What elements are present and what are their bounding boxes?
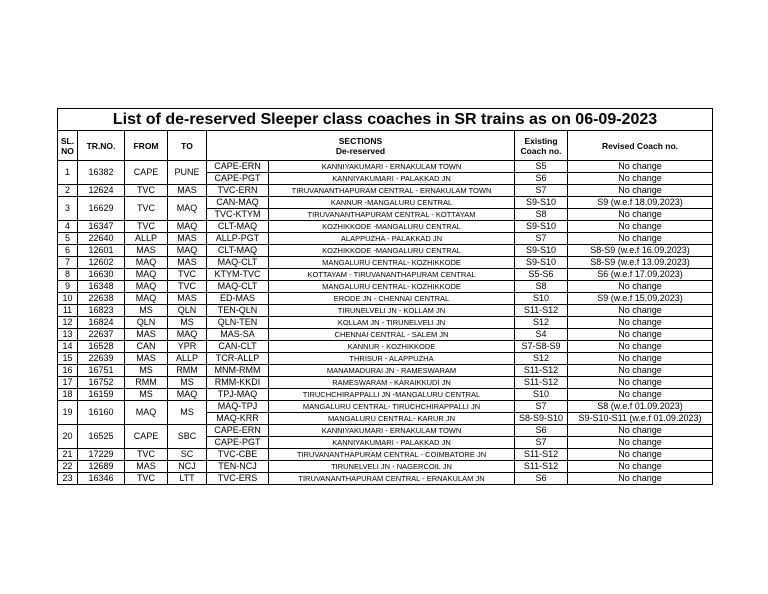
revised-coach-cell: No change [568,173,713,185]
from-station-cell: CAPE [125,425,168,449]
to-station-cell: LTT [168,473,207,485]
table-row [58,185,713,197]
revised-coach-cell: S9 (w.e.f 18.09.2023) [568,197,713,209]
section-name-cell: KANNUR -MANGALURU CENTRAL [269,197,515,209]
section-name-cell: TIRUVANANTHAPURAM CENTRAL - COIMBATORE JN [269,449,515,461]
existing-coach-cell: S9-S10 [515,245,568,257]
from-station-cell: RMM [125,377,168,389]
existing-coach-cell: S11-S12 [515,449,568,461]
table-row [58,197,713,209]
section-code-cell: ALLP-PGT [207,233,269,245]
existing-coach-cell: S7-S8-S9 [515,341,568,353]
to-station-cell: MAQ [168,221,207,233]
table-body [58,161,713,485]
revised-coach-cell: No change [568,473,713,485]
train-no-cell: 16751 [78,365,125,377]
existing-coach-cell: S10 [515,389,568,401]
table-row [58,401,713,413]
section-name-cell: ALAPPUZHA - PALAKKAD JN [269,233,515,245]
section-name-cell: TIRUVANANTHAPURAM CENTRAL - ERNAKULAM TOWN [269,185,515,197]
section-name-cell: MANGALURU CENTRAL- KOZHIKKODE [269,257,515,269]
section-code-cell: TVC-ERS [207,473,269,485]
train-no-cell: 16347 [78,221,125,233]
section-name-cell: KOZHIKKODE -MANGALURU CENTRAL [269,221,515,233]
section-code-cell: TVC-CBE [207,449,269,461]
from-station-cell: MS [125,389,168,401]
existing-coach-cell: S12 [515,317,568,329]
revised-coach-cell: S9 (w.e.f 15.09.2023) [568,293,713,305]
header-from: FROM [125,131,168,161]
train-no-cell: 12601 [78,245,125,257]
section-name-cell: TIRUVANANTHAPURAM CENTRAL - ERNAKULAM JN [269,473,515,485]
section-code-cell: MAQ-CLT [207,257,269,269]
sl-no-cell: 9 [58,281,78,293]
sl-no-cell: 17 [58,377,78,389]
sl-no-cell: 14 [58,341,78,353]
sl-no-cell: 21 [58,449,78,461]
existing-coach-cell: S11-S12 [515,365,568,377]
train-no-cell: 16752 [78,377,125,389]
document-title: List of de-reserved Sleeper class coaches in SR trains as on 06-09-2023 [58,109,713,131]
header-sl-text: SL. NO [60,135,75,156]
section-code-cell: TPJ-MAQ [207,389,269,401]
section-code-cell: MAQ-CLT [207,281,269,293]
header-revised-coach: Revised Coach no. [568,131,713,161]
existing-coach-cell: S5 [515,161,568,173]
table-row [58,281,713,293]
from-station-cell: CAPE [125,161,168,185]
sl-no-cell: 16 [58,365,78,377]
section-name-cell: KOTTAYAM - TIRUVANANTHAPURAM CENTRAL [269,269,515,281]
existing-coach-cell: S8-S9-S10 [515,413,568,425]
to-station-cell: MAQ [168,245,207,257]
revised-coach-cell: S9-S10-S11 (w.e.f 01.09.2023) [568,413,713,425]
table-row [58,257,713,269]
table-row [58,461,713,473]
to-station-cell: RMM [168,365,207,377]
header-to: TO [168,131,207,161]
section-name-cell: MANGALURU CENTRAL- KARUR JN [269,413,515,425]
from-station-cell: MS [125,305,168,317]
revised-coach-cell: No change [568,377,713,389]
section-code-cell: CAPE-ERN [207,161,269,173]
train-no-cell: 12689 [78,461,125,473]
revised-coach-cell: No change [568,161,713,173]
existing-coach-cell: S10 [515,293,568,305]
existing-coach-cell: S5-S6 [515,269,568,281]
sl-no-cell: 8 [58,269,78,281]
train-no-cell: 22640 [78,233,125,245]
to-station-cell: MAS [168,257,207,269]
section-name-cell: TIRUNELVELI JN - NAGERCOIL JN [269,461,515,473]
section-code-cell: KTYM-TVC [207,269,269,281]
section-code-cell: TEN-NCJ [207,461,269,473]
existing-coach-cell: S6 [515,473,568,485]
table-row [58,245,713,257]
table-row [58,329,713,341]
section-code-cell: CAPE-PGT [207,173,269,185]
train-no-cell: 16630 [78,269,125,281]
train-no-cell: 16525 [78,425,125,449]
section-name-cell: ERODE JN - CHENNAI CENTRAL [269,293,515,305]
train-no-cell: 22639 [78,353,125,365]
table-row [58,161,713,173]
sl-no-cell: 2 [58,185,78,197]
existing-coach-cell: S12 [515,353,568,365]
existing-coach-cell: S11-S12 [515,461,568,473]
revised-coach-cell: No change [568,209,713,221]
section-code-cell: RMM-KKDI [207,377,269,389]
title-row [58,109,713,131]
section-name-cell: MANAMADURAI JN - RAMESWARAM [269,365,515,377]
from-station-cell: MAQ [125,257,168,269]
section-name-cell: KANNIYAKUMARI - ERNAKULAM TOWN [269,425,515,437]
existing-coach-cell: S8 [515,281,568,293]
to-station-cell: ALLP [168,353,207,365]
section-name-cell: MANGALURU CENTRAL- TIRUCHCHIRAPPALLI JN [269,401,515,413]
existing-coach-cell: S11-S12 [515,305,568,317]
section-name-cell: KANNUR - KOZHIKKODE [269,341,515,353]
section-code-cell: ED-MAS [207,293,269,305]
to-station-cell: MAS [168,233,207,245]
table-row [58,293,713,305]
train-no-cell: 22637 [78,329,125,341]
table-row [58,221,713,233]
existing-coach-cell: S7 [515,401,568,413]
section-name-cell: RAMESWARAM - KARAIKKUDI JN [269,377,515,389]
sl-no-cell: 6 [58,245,78,257]
header-sections: SECTIONS De-reserved [207,131,515,161]
table-row [58,449,713,461]
revised-coach-cell: No change [568,353,713,365]
from-station-cell: TVC [125,185,168,197]
table-row [58,425,713,437]
header-sl-no [58,131,78,161]
existing-coach-cell: S6 [515,425,568,437]
table-row [58,365,713,377]
section-name-cell: KANNIYAKUMARI - PALAKKAD JN [269,173,515,185]
train-no-cell: 16528 [78,341,125,353]
section-name-cell: KOZHIKKODE -MANGALURU CENTRAL [269,245,515,257]
from-station-cell: MS [125,365,168,377]
train-no-cell: 12624 [78,185,125,197]
to-station-cell: TVC [168,269,207,281]
existing-coach-cell: S4 [515,329,568,341]
train-no-cell: 16346 [78,473,125,485]
train-no-cell: 17229 [78,449,125,461]
section-code-cell: MAQ-KRR [207,413,269,425]
existing-coach-cell: S9-S10 [515,257,568,269]
section-name-cell: THRISUR - ALAPPUZHA [269,353,515,365]
section-code-cell: MNM-RMM [207,365,269,377]
from-station-cell: MAS [125,461,168,473]
to-station-cell: NCJ [168,461,207,473]
sl-no-cell: 23 [58,473,78,485]
sl-no-cell: 7 [58,257,78,269]
existing-coach-cell: S11-S12 [515,377,568,389]
section-code-cell: TVC-KTYM [207,209,269,221]
to-station-cell: MAS [168,293,207,305]
sl-no-cell: 3 [58,197,78,221]
revised-coach-cell: S6 (w.e.f 17.09.2023) [568,269,713,281]
section-name-cell: TIRUVANANTHAPURAM CENTRAL - KOTTAYAM [269,209,515,221]
to-station-cell: QLN [168,305,207,317]
revised-coach-cell: No change [568,305,713,317]
train-no-cell: 16348 [78,281,125,293]
to-station-cell: TVC [168,281,207,293]
from-station-cell: MAS [125,245,168,257]
revised-coach-cell: No change [568,425,713,437]
document-sheet [57,108,712,485]
train-no-cell: 16823 [78,305,125,317]
section-code-cell: CAPE-ERN [207,425,269,437]
section-name-cell: KANNIYAKUMARI - ERNAKULAM TOWN [269,161,515,173]
revised-coach-cell: No change [568,233,713,245]
section-code-cell: CAPE-PGT [207,437,269,449]
to-station-cell: YPR [168,341,207,353]
sl-no-cell: 1 [58,161,78,185]
table-row [58,353,713,365]
sl-no-cell: 11 [58,305,78,317]
from-station-cell: MAS [125,353,168,365]
revised-coach-cell: No change [568,341,713,353]
to-station-cell: PUNE [168,161,207,185]
from-station-cell: MAS [125,329,168,341]
revised-coach-cell: No change [568,329,713,341]
revised-coach-cell: S8-S9 (w.e.f 16.09.2023) [568,245,713,257]
section-name-cell: TIRUCHCHIRAPPALLI JN -MANGALURU CENTRAL [269,389,515,401]
revised-coach-cell: No change [568,389,713,401]
table-row [58,341,713,353]
table-row [58,389,713,401]
section-code-cell: QLN-TEN [207,317,269,329]
sl-no-cell: 15 [58,353,78,365]
sl-no-cell: 13 [58,329,78,341]
train-no-cell: 16382 [78,161,125,185]
revised-coach-cell: S8 (w.e.f 01.09.2023) [568,401,713,413]
from-station-cell: TVC [125,473,168,485]
sl-no-cell: 19 [58,401,78,425]
section-code-cell: TVC-ERN [207,185,269,197]
table-row [58,377,713,389]
train-no-cell: 16629 [78,197,125,221]
train-no-cell: 12602 [78,257,125,269]
section-code-cell: TCR-ALLP [207,353,269,365]
section-code-cell: CAN-CLT [207,341,269,353]
from-station-cell: QLN [125,317,168,329]
section-code-cell: CLT-MAQ [207,221,269,233]
from-station-cell: MAQ [125,401,168,425]
from-station-cell: MAQ [125,293,168,305]
revised-coach-cell: No change [568,281,713,293]
train-no-cell: 16160 [78,401,125,425]
revised-coach-cell: S8-S9 (w.e.f 13.09.2023) [568,257,713,269]
revised-coach-cell: No change [568,437,713,449]
header-existing-coach: Existing Coach no. [515,131,568,161]
table-row [58,269,713,281]
existing-coach-cell: S9-S10 [515,221,568,233]
revised-coach-cell: No change [568,365,713,377]
to-station-cell: MAS [168,185,207,197]
existing-coach-cell: S6 [515,173,568,185]
from-station-cell: MAQ [125,269,168,281]
table-row [58,317,713,329]
section-code-cell: MAQ-TPJ [207,401,269,413]
to-station-cell: MAQ [168,389,207,401]
from-station-cell: MAQ [125,281,168,293]
section-name-cell: MANGALURU CENTRAL- KOZHIKKODE [269,281,515,293]
existing-coach-cell: S7 [515,233,568,245]
section-code-cell: TEN-QLN [207,305,269,317]
section-name-cell: CHENNAI CENTRAL - SALEM JN [269,329,515,341]
revised-coach-cell: No change [568,185,713,197]
section-name-cell: KOLLAM JN - TIRUNELVELI JN [269,317,515,329]
train-no-cell: 22638 [78,293,125,305]
from-station-cell: TVC [125,221,168,233]
existing-coach-cell: S9-S10 [515,197,568,209]
table-row [58,233,713,245]
section-name-cell: TIRUNELVELI JN - KOLLAM JN [269,305,515,317]
sl-no-cell: 5 [58,233,78,245]
revised-coach-cell: No change [568,317,713,329]
from-station-cell: TVC [125,197,168,221]
to-station-cell: MAQ [168,329,207,341]
revised-coach-cell: No change [568,461,713,473]
existing-coach-cell: S7 [515,185,568,197]
section-code-cell: CAN-MAQ [207,197,269,209]
dereserved-coaches-table [57,108,713,485]
from-station-cell: ALLP [125,233,168,245]
existing-coach-cell: S8 [515,209,568,221]
section-code-cell: CLT-MAQ [207,245,269,257]
table-row [58,305,713,317]
existing-coach-cell: S7 [515,437,568,449]
sl-no-cell: 4 [58,221,78,233]
header-train-no: TR.NO. [78,131,125,161]
sl-no-cell: 10 [58,293,78,305]
train-no-cell: 16824 [78,317,125,329]
header-row [58,131,713,161]
to-station-cell: MAQ [168,197,207,221]
to-station-cell: SC [168,449,207,461]
section-name-cell: KANNIYAKUMARI - PALAKKAD JN [269,437,515,449]
table-row [58,473,713,485]
revised-coach-cell: No change [568,449,713,461]
from-station-cell: TVC [125,449,168,461]
to-station-cell: MS [168,317,207,329]
section-code-cell: MAS-SA [207,329,269,341]
from-station-cell: CAN [125,341,168,353]
sl-no-cell: 18 [58,389,78,401]
sl-no-cell: 12 [58,317,78,329]
sl-no-cell: 22 [58,461,78,473]
to-station-cell: MS [168,401,207,425]
to-station-cell: MS [168,377,207,389]
revised-coach-cell: No change [568,221,713,233]
train-no-cell: 16159 [78,389,125,401]
sl-no-cell: 20 [58,425,78,449]
to-station-cell: SBC [168,425,207,449]
